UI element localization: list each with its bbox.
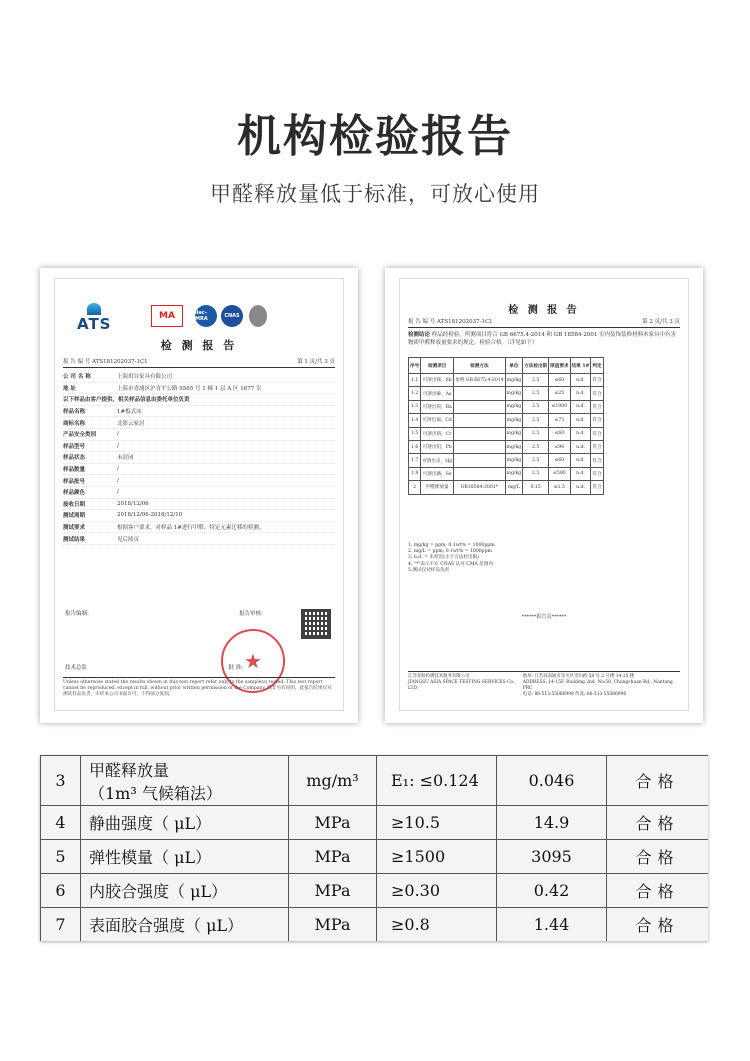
conclusion — [408, 331, 680, 347]
field-label: 地 址 — [63, 385, 76, 392]
results-table — [408, 357, 604, 495]
cell-result: n.d. — [570, 467, 591, 480]
field-value: 未封闭 — [117, 455, 134, 462]
cell-judge: 符合 — [591, 454, 603, 467]
cell-limit: ≤25 — [549, 387, 570, 400]
cell-method — [454, 440, 505, 453]
note-line: 4. "*"表示不在 CNAS 认可 CMA 范围内 — [408, 561, 494, 567]
report-page-2[interactable] — [385, 268, 703, 723]
field-row — [63, 464, 335, 476]
table-row — [409, 387, 604, 400]
table-notes — [408, 543, 680, 574]
fax-label: 传真: — [575, 692, 586, 697]
author-label: 报告编制: — [65, 611, 89, 617]
unit: MPa — [289, 874, 377, 908]
cell-unit: mg/kg — [505, 467, 523, 480]
field-label: 样品名称 — [63, 409, 86, 416]
test-item — [81, 756, 289, 806]
column-header: 判定 — [591, 358, 603, 374]
cell-limit: ≤1.5 — [549, 481, 570, 494]
table-row — [409, 400, 604, 413]
field-label: 产品安全类别 — [63, 432, 97, 439]
cell-result: n.d. — [570, 481, 591, 494]
cell-method: 参照 GB 6675.4-2014 — [454, 374, 505, 387]
page-indicator: 第 2 页/共 3 页 — [642, 319, 680, 325]
cell-mdl: 2.5 — [523, 440, 549, 453]
column-header: 序号 — [409, 358, 421, 374]
cell-method — [454, 454, 505, 467]
field-label: 公 司 名 称 — [63, 374, 91, 381]
field-value: 上海市青浦区沪青平公路 9565 号 1 幢 1 层 A 区 1677 室 — [117, 385, 262, 392]
field-row — [63, 510, 335, 522]
address-label: 地址: — [522, 674, 534, 679]
report-fields — [63, 371, 335, 545]
judgement: 合格 — [607, 908, 709, 942]
test-item-name: 弹性模量（ μL） — [89, 848, 212, 867]
field-value: 1#板式床 — [117, 409, 142, 416]
cell-no: 1.3 — [409, 400, 421, 413]
column-header: 检测方法 — [454, 358, 505, 374]
cell-item: 可溶出硒，Se — [421, 467, 454, 480]
cell-result: n.d. — [570, 440, 591, 453]
approver-title: 技术总监 — [65, 665, 88, 671]
field-value: 根据客户要求，对样品 1#进行甲醛、特定元素迁移的检测。 — [117, 525, 265, 532]
report-heading: 检 测 报 告 — [160, 339, 238, 352]
judgement: 合格 — [607, 806, 709, 840]
test-item-name: 内胶合强度（ μL） — [89, 882, 228, 901]
table-row — [41, 908, 709, 942]
qr-code-icon — [301, 609, 331, 639]
cell-item: 可溶出汞，Hg — [421, 454, 454, 467]
cell-item: 可溶出砷，As — [421, 387, 454, 400]
row-number: 3 — [41, 756, 81, 806]
result: 14.9 — [497, 806, 607, 840]
cell-unit: mg/kg — [505, 414, 523, 427]
test-item — [81, 806, 289, 840]
column-header: 方法检出限 — [523, 358, 549, 374]
field-value: / — [117, 489, 119, 496]
column-header: 限值要求 — [549, 358, 570, 374]
test-item — [81, 908, 289, 942]
conclusion-text: 样品经检验，所测项目符合 GB 6675.4-2014 和 GB 18584-2001 室内装饰装修材料木家具中有害物质甲醛释放量要求的规定，检验合格。（详见如下） — [408, 332, 677, 346]
ats-logo: ATS — [77, 315, 112, 333]
field-row — [63, 475, 335, 487]
field-row — [63, 406, 335, 418]
result: 0.046 — [497, 756, 607, 806]
cell-unit: mg/kg — [505, 387, 523, 400]
cell-no: 2 — [409, 481, 421, 494]
test-item-name: 表面胶合强度（ μL） — [89, 916, 244, 935]
field-value: 2018/12/06-2018/12/10 — [117, 512, 183, 519]
field-label: 以下样品由客户提供，相关样品信息由委托单位负责 — [63, 397, 190, 404]
report-sheet — [54, 278, 344, 711]
cell-unit: mg/kg — [505, 400, 523, 413]
row-number: 7 — [41, 908, 81, 942]
field-row — [63, 441, 335, 453]
fax: 86-513-55086996 — [586, 692, 627, 697]
field-label: 测试周期 — [63, 513, 86, 520]
approval-row — [65, 663, 333, 671]
field-value: / — [117, 477, 119, 484]
cell-item: 可溶出锑，Sb — [421, 374, 454, 387]
report-number-line — [408, 317, 680, 328]
report-no-label: 报 告 编 号 — [63, 359, 91, 365]
field-label: 样品状态 — [63, 455, 86, 462]
tel: 86-513-55086998 — [534, 692, 574, 697]
field-row — [63, 499, 335, 511]
requirement: E₁: ≤0.124 — [377, 756, 497, 806]
cell-method — [454, 427, 505, 440]
cell-unit: mg/L — [505, 481, 523, 494]
company-name-en: JIANGSU ASIA SPACE TESTING SERVICES Co., LTD — [408, 680, 516, 691]
cell-result: n.d. — [570, 427, 591, 440]
table-row — [41, 756, 709, 806]
requirement: ≥10.5 — [377, 806, 497, 840]
result: 0.42 — [497, 874, 607, 908]
cell-mdl: 2.5 — [523, 427, 549, 440]
report-page-1[interactable] — [40, 268, 358, 723]
signature-row — [65, 609, 333, 617]
field-label: 商标名称 — [63, 420, 86, 427]
cell-mdl: 2.5 — [523, 387, 549, 400]
field-row — [63, 383, 335, 395]
unit: MPa — [289, 840, 377, 874]
cell-item: 可溶出铬，Cr — [421, 427, 454, 440]
field-row — [63, 429, 335, 441]
test-item — [81, 874, 289, 908]
field-value: 2018/12/06 — [117, 500, 149, 507]
judgement: 合格 — [607, 756, 709, 806]
cell-judge: 符合 — [591, 374, 603, 387]
cell-judge: 符合 — [591, 387, 603, 400]
table-row — [409, 374, 604, 387]
cell-item: 可溶出钡，Ba — [421, 400, 454, 413]
cell-no: 1.5 — [409, 427, 421, 440]
cell-judge: 符合 — [591, 440, 603, 453]
address-en: 14-15F, Building 2nd, No.58, Chongchuan Rd., Nantong, PRC — [522, 680, 675, 691]
ilac-badge: ilac-MRA — [195, 305, 217, 327]
unit: MPa — [289, 908, 377, 942]
cell-result: n.d. — [570, 414, 591, 427]
test-item-name: 甲醛释放量 — [89, 760, 170, 780]
cell-mdl: 2.5 — [523, 467, 549, 480]
row-number: 5 — [41, 840, 81, 874]
cell-judge: 符合 — [591, 414, 603, 427]
field-row — [63, 371, 335, 383]
column-header: 结果 1# — [570, 358, 591, 374]
official-stamp-icon: ★ — [221, 629, 285, 693]
row-number: 6 — [41, 874, 81, 908]
report-no: ATS181202037-1C1 — [437, 319, 493, 325]
table-row — [41, 874, 709, 908]
note-line: 1. mg/kg = ppm; 0.1wt% = 1000ppm — [408, 543, 495, 548]
result: 1.44 — [497, 908, 607, 942]
cell-limit: ≤1000 — [549, 400, 570, 413]
cell-unit: mg/kg — [505, 427, 523, 440]
cell-mdl: 2.5 — [523, 400, 549, 413]
note-line: 5.测试仅对样品负责 — [408, 567, 450, 573]
field-label: 样品批号 — [63, 478, 86, 485]
cell-result: n.d. — [570, 400, 591, 413]
cnas-badge: CNAS — [221, 305, 243, 327]
field-label: 样品数量 — [63, 467, 86, 474]
cell-item: 可溶出镉，Cd — [421, 414, 454, 427]
cell-mdl: 2.5 — [523, 374, 549, 387]
cell-limit: ≤60 — [549, 427, 570, 440]
requirement: ≥0.30 — [377, 874, 497, 908]
field-label: 样品型号 — [63, 443, 86, 450]
cell-item: 可溶出铅，Pb — [421, 440, 454, 453]
test-item-method: （1m³ 气候箱法） — [89, 783, 222, 803]
cell-unit: mg/kg — [505, 440, 523, 453]
cell-limit: ≤75 — [549, 414, 570, 427]
field-value: / — [117, 442, 119, 449]
table-row — [409, 467, 604, 480]
cell-no: 1.7 — [409, 454, 421, 467]
cell-limit: ≤60 — [549, 454, 570, 467]
page-indicator: 第 1 页/共 3 页 — [297, 359, 335, 365]
table-row — [409, 440, 604, 453]
table-row — [41, 840, 709, 874]
field-value: / — [117, 466, 119, 473]
field-row — [63, 417, 335, 429]
note-line: 2. mg/L = ppm; 0.1wt% = 1000ppm — [408, 549, 492, 555]
cell-item: 甲醛释放量 — [421, 481, 454, 494]
note-line: 3. n.d. = 未检出(小于方法检出限) — [408, 555, 479, 561]
cell-mdl: 2.5 — [523, 414, 549, 427]
test-data-table — [40, 755, 708, 941]
cell-no: 1.8 — [409, 467, 421, 480]
cell-no: 1.2 — [409, 387, 421, 400]
judgement: 合格 — [607, 840, 709, 874]
field-value: 上海玥谷家具有限公司 — [117, 374, 173, 381]
report-no: ATS181202037-1C1 — [92, 359, 148, 365]
requirement: ≥0.8 — [377, 908, 497, 942]
test-item — [81, 840, 289, 874]
address: 江苏省南通市崇川区崇川路 58 号 2 号楼 14-15 楼 — [534, 674, 635, 679]
cell-no: 1.6 — [409, 440, 421, 453]
approver-label: 批 准: — [228, 665, 243, 671]
company-footer — [408, 671, 680, 698]
cell-result: n.d. — [570, 374, 591, 387]
cell-judge: 符合 — [591, 427, 603, 440]
field-label: 测试结果 — [63, 536, 86, 543]
cell-result: n.d. — [570, 454, 591, 467]
field-row — [63, 522, 335, 534]
page-title: 机构检验报告 — [237, 111, 513, 162]
report-no-label: 报 告 编 号 — [408, 319, 436, 325]
cell-result: n.d. — [570, 387, 591, 400]
report-heading: 检 测 报 告 — [508, 305, 580, 316]
cell-judge: 符合 — [591, 467, 603, 480]
field-row — [63, 533, 335, 545]
field-value: / — [117, 431, 119, 438]
unit: MPa — [289, 806, 377, 840]
reviewer-label: 报告审核: — [239, 611, 263, 617]
tel-label: 电话: — [522, 692, 534, 697]
cell-unit: mg/kg — [505, 454, 523, 467]
table-row — [41, 806, 709, 840]
field-label: 接收日期 — [63, 501, 86, 508]
cell-method — [454, 467, 505, 480]
report-sheet — [399, 278, 689, 711]
cell-method — [454, 400, 505, 413]
ma-badge: MA — [151, 305, 183, 327]
logo-row — [71, 303, 327, 333]
report-number-line — [63, 357, 335, 368]
report-footnote: Unless otherwise stated the results shown in this test report refer only to the sample(s) tested. This test report cannot be reproduced, except in full, without prior written permission of the Company. 除非另有说明，此报告结果仅对测试样品负责，未经本公司书面许可，不得部分复制。 — [63, 677, 335, 698]
test-item-name: 静曲强度（ μL） — [89, 814, 212, 833]
cell-judge: 符合 — [591, 400, 603, 413]
company-name-cn: 江苏亚航检测技术服务有限公司 — [408, 674, 470, 679]
field-row — [63, 452, 335, 464]
judgement: 合格 — [607, 874, 709, 908]
cell-limit: ≤500 — [549, 467, 570, 480]
cell-mdl: 0.15 — [523, 481, 549, 494]
unit: mg/m³ — [289, 756, 377, 806]
conclusion-label: 检测结论 — [408, 332, 431, 338]
table-row — [409, 427, 604, 440]
cell-mdl: 2.5 — [523, 454, 549, 467]
column-header: 检测项目 — [421, 358, 454, 374]
field-row — [63, 394, 335, 406]
cell-judge: 符合 — [591, 481, 603, 494]
column-header: 单位 — [505, 358, 523, 374]
cell-limit: ≤90 — [549, 440, 570, 453]
accreditation-icon — [249, 305, 267, 327]
table-row — [409, 481, 604, 494]
field-value: 见后续页 — [117, 536, 140, 543]
cell-method — [454, 414, 505, 427]
cell-no: 1.4 — [409, 414, 421, 427]
cell-method: GB18584-2001* — [454, 481, 505, 494]
address-en-label: ADDRESS: — [522, 680, 547, 685]
cell-unit: mg/kg — [505, 374, 523, 387]
cell-no: 1.1 — [409, 374, 421, 387]
requirement: ≥1500 — [377, 840, 497, 874]
field-value: 北影云家居 — [117, 420, 145, 427]
cell-method — [454, 387, 505, 400]
page-subtitle: 甲醛释放量低于标准，可放心使用 — [210, 182, 540, 206]
row-number: 4 — [41, 806, 81, 840]
result: 3095 — [497, 840, 607, 874]
ats-globe-icon — [87, 303, 101, 315]
cell-limit: ≤60 — [549, 374, 570, 387]
field-row — [63, 487, 335, 499]
table-row — [409, 454, 604, 467]
field-label: 样品颜色 — [63, 490, 86, 497]
table-row — [409, 414, 604, 427]
field-label: 测试要求 — [63, 525, 86, 532]
end-of-report: ******报告页****** — [521, 614, 567, 620]
